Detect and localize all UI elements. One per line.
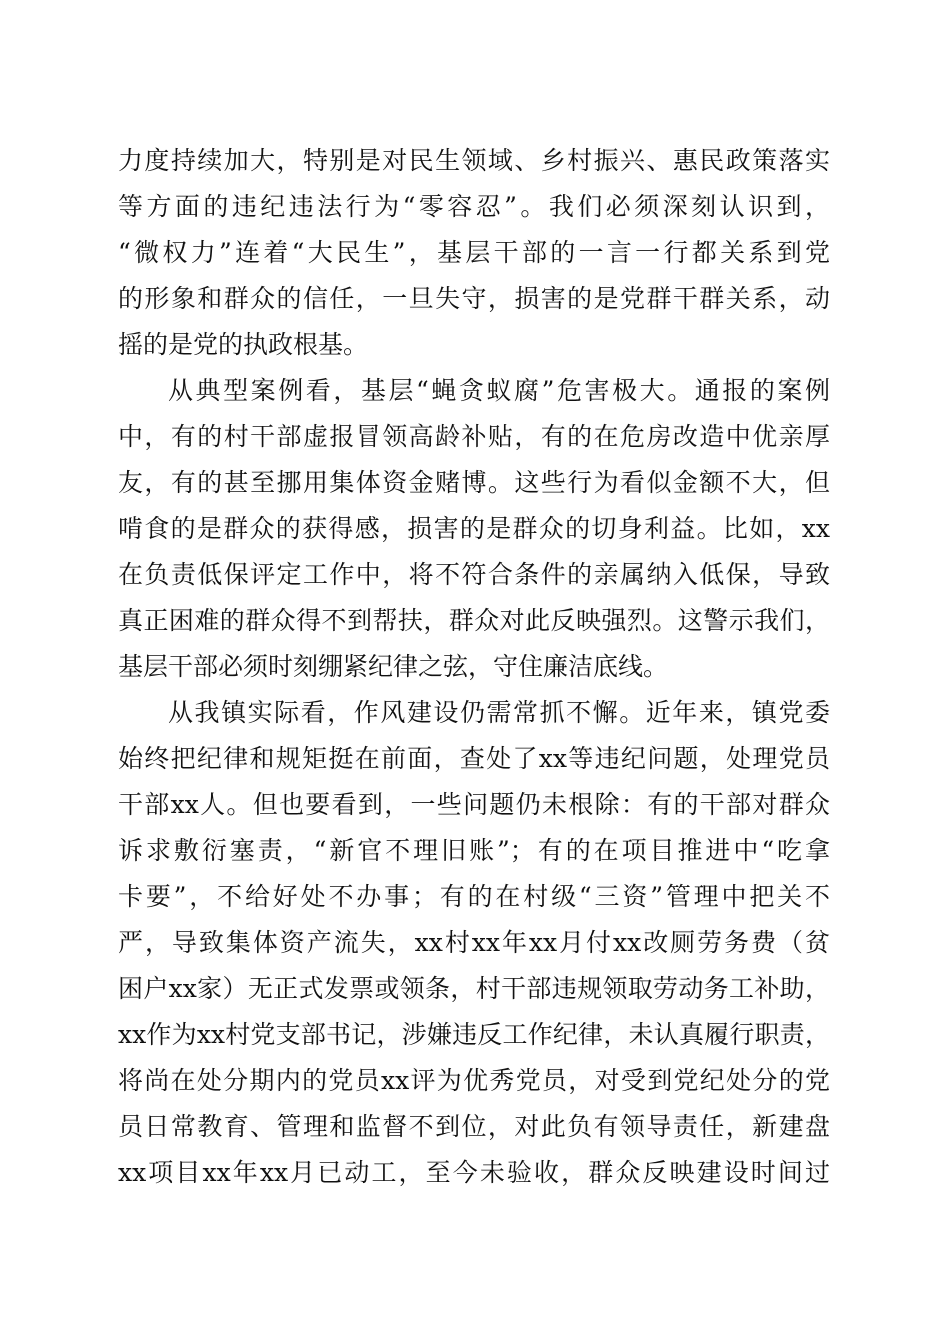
text-line: 力度持续加大，特别是对民生领域、乡村振兴、惠民政策落实 (118, 146, 830, 175)
text-line: 诉求敷衍塞责，“新官不理旧账”；有的在项目推进中“吃拿 (118, 836, 830, 865)
text-line: 中，有的村干部虚报冒领高龄补贴，有的在危房改造中优亲厚 (118, 422, 830, 451)
text-line: 员日常教育、管理和监督不到位，对此负有领导责任，新建盘 (118, 1112, 830, 1141)
text-line: 从我镇实际看，作风建设仍需常抓不懈。近年来，镇党委 (168, 698, 830, 727)
text-line: 困户xx家）无正式发票或领条，村干部违规领取劳动务工补助， (118, 974, 830, 1003)
text-line: xx项目xx年xx月已动工，至今未验收，群众反映建设时间过 (118, 1158, 830, 1187)
text-line: 在负责低保评定工作中，将不符合条件的亲属纳入低保，导致 (118, 560, 830, 589)
text-line: 始终把纪律和规矩挺在前面，查处了xx等违纪问题，处理党员 (118, 744, 830, 773)
text-line: xx作为xx村党支部书记，涉嫌违反工作纪律，未认真履行职责， (118, 1020, 830, 1049)
text-line: 的形象和群众的信任，一旦失守，损害的是党群干群关系，动 (118, 284, 830, 313)
text-line: 严，导致集体资产流失，xx村xx年xx月付xx改厕劳务费（贫 (118, 928, 830, 957)
text-line: “微权力”连着“大民生”，基层干部的一言一行都关系到党 (118, 238, 830, 267)
text-line: 将尚在处分期内的党员xx评为优秀党员，对受到党纪处分的党 (118, 1066, 830, 1095)
document-body (118, 138, 830, 1196)
text-line: 等方面的违纪违法行为“零容忍”。我们必须深刻认识到， (118, 192, 830, 221)
text-line: 摇的是党的执政根基。 (118, 330, 369, 359)
text-line: 基层干部必须时刻绷紧纪律之弦，守住廉洁底线。 (118, 652, 669, 681)
text-line: 干部xx人。但也要看到，一些问题仍未根除：有的干部对群众 (118, 790, 830, 819)
text-line: 真正困难的群众得不到帮扶，群众对此反映强烈。这警示我们， (118, 606, 830, 635)
text-line: 友，有的甚至挪用集体资金赌博。这些行为看似金额不大，但 (118, 468, 830, 497)
text-line: 卡要”，不给好处不办事；有的在村级“三资”管理中把关不 (118, 882, 830, 911)
text-line: 从典型案例看，基层“蝇贪蚁腐”危害极大。通报的案例 (168, 376, 830, 405)
text-line: 啃食的是群众的获得感，损害的是群众的切身利益。比如，xx (118, 514, 830, 543)
